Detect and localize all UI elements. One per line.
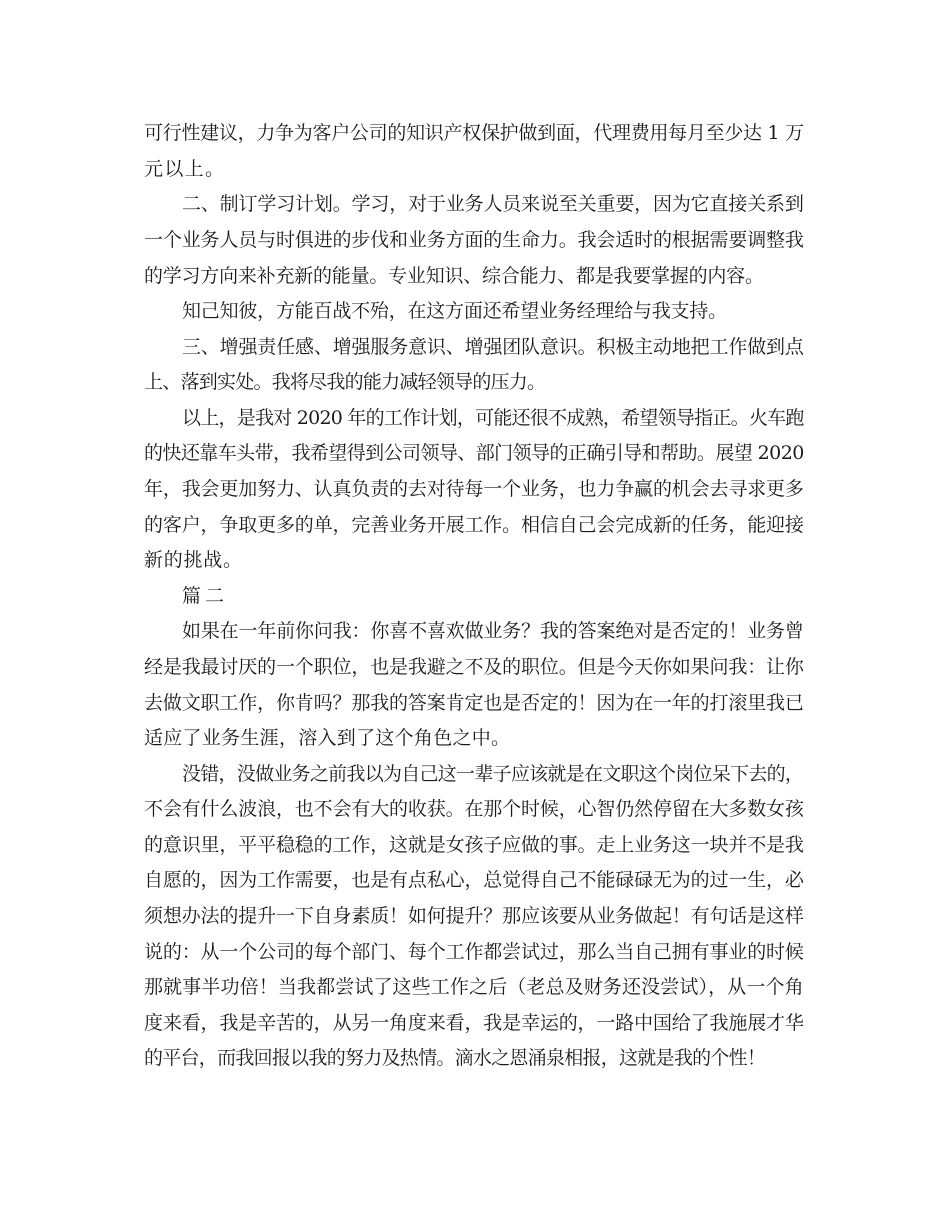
text-line: 的意识里，平平稳稳的工作，这就是女孩子应做的事。走上业务这一块并不是我 bbox=[144, 834, 804, 856]
text-line: 篇二 bbox=[182, 585, 229, 607]
text-line: 经是我最讨厌的一个职位，也是我避之不及的职位。但是今天你如果问我：让你 bbox=[144, 656, 804, 678]
text-line: 年，我会更加努力、认真负责的去对待每一个业务，也力争赢的机会去寻求更多 bbox=[144, 478, 804, 500]
text-line: 度来看，我是辛苦的，从另一角度来看，我是幸运的，一路中国给了我施展才华 bbox=[144, 1012, 804, 1034]
text-line: 说的：从一个公司的每个部门、每个工作都尝试过，那么当自己拥有事业的时候 bbox=[144, 941, 804, 963]
text-line: 去做文职工作，你肯吗？那我的答案肯定也是否定的！因为在一年的打滚里我已 bbox=[144, 692, 804, 714]
text-line: 那就事半功倍！当我都尝试了这些工作之后（老总及财务还没尝试），从一个角 bbox=[144, 976, 804, 998]
text-line: 的客户，争取更多的单，完善业务开展工作。相信自己会完成新的任务，能迎接 bbox=[144, 514, 804, 536]
text-line: 以上，是我对 2020 年的工作计划，可能还很不成熟，希望领导指正。火车跑 bbox=[182, 407, 804, 429]
text-line: 元以上。 bbox=[144, 158, 226, 180]
text-line: 的学习方向来补充新的能量。专业知识、综合能力、都是我要掌握的内容。 bbox=[144, 265, 764, 287]
text-line: 可行性建议，力争为客户公司的知识产权保护做到面，代理费用每月至少达 1 万 bbox=[144, 122, 804, 144]
text-line: 的平台，而我回报以我的努力及热情。滴水之恩涌泉相报，这就是我的个性！ bbox=[144, 1047, 766, 1069]
text-line: 如果在一年前你问我：你喜不喜欢做业务？我的答案绝对是否定的！业务曾 bbox=[182, 620, 804, 642]
text-line: 自愿的，因为工作需要，也是有点私心，总觉得自己不能碌碌无为的过一生，必 bbox=[144, 869, 804, 891]
text-line: 不会有什么波浪，也不会有大的收获。在那个时候，心智仍然停留在大多数女孩 bbox=[144, 798, 804, 820]
text-line: 须想办法的提升一下自身素质！如何提升？那应该要从业务做起！有句话是这样 bbox=[144, 905, 804, 927]
text-line: 三、增强责任感、增强服务意识、增强团队意识。积极主动地把工作做到点 bbox=[182, 336, 804, 358]
text-line: 新的挑战。 bbox=[144, 549, 243, 571]
text-line: 适应了业务生涯，溶入到了这个角色之中。 bbox=[144, 727, 511, 749]
text-line: 没错，没做业务之前我以为自己这一辈子应该就是在文职这个岗位呆下去的， bbox=[182, 763, 804, 785]
text-line: 上、落到实处。我将尽我的能力减轻领导的压力。 bbox=[144, 371, 546, 393]
text-line: 知己知彼，方能百战不殆，在这方面还希望业务经理给与我支持。 bbox=[182, 300, 727, 322]
text-line: 的快还靠车头带，我希望得到公司领导、部门领导的正确引导和帮助。展望 2020 bbox=[144, 442, 804, 464]
text-line: 二、制订学习计划。学习，对于业务人员来说至关重要，因为它直接关系到 bbox=[182, 193, 804, 215]
text-line: 一个业务人员与时俱进的步伐和业务方面的生命力。我会适时的根据需要调整我 bbox=[144, 229, 804, 251]
